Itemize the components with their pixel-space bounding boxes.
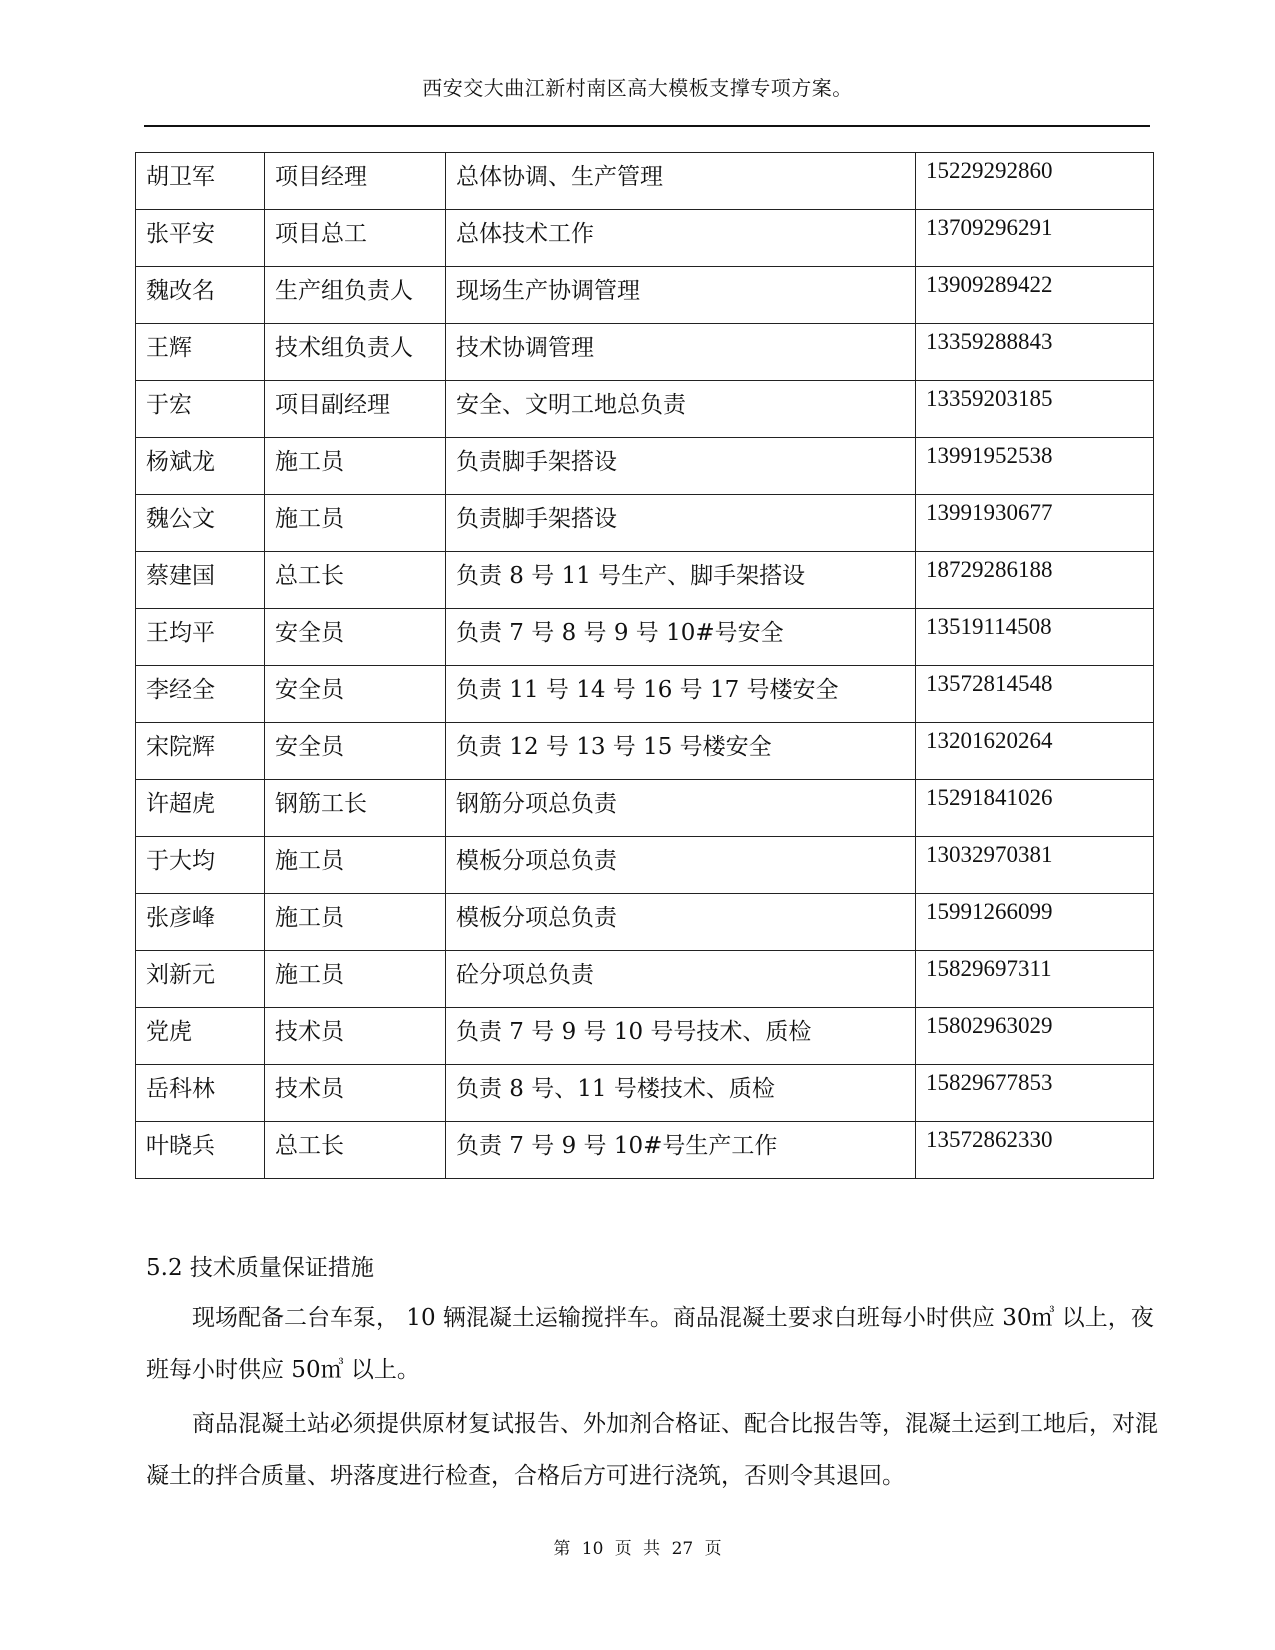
staff-role-cell: 安全员: [265, 723, 446, 780]
staff-name-cell: 于宏: [136, 381, 265, 438]
staff-role-cell: 项目副经理: [265, 381, 446, 438]
staff-name-cell: 宋院辉: [136, 723, 265, 780]
table-row: [136, 210, 1154, 267]
staff-name-cell: 魏公文: [136, 495, 265, 552]
header-divider: [144, 125, 1150, 127]
staff-name-cell: 王辉: [136, 324, 265, 381]
table-row: [136, 1122, 1154, 1179]
staff-duty-cell: 模板分项总负责: [446, 837, 916, 894]
staff-role-cell: 项目总工: [265, 210, 446, 267]
staff-name-cell: 岳科林: [136, 1065, 265, 1122]
staff-duty-cell: 总体协调、生产管理: [446, 153, 916, 210]
table-row: [136, 723, 1154, 780]
table-row: [136, 894, 1154, 951]
staff-name-cell: 张彦峰: [136, 894, 265, 951]
staff-duty-cell: 负责脚手架搭设: [446, 495, 916, 552]
staff-role-cell: 施工员: [265, 837, 446, 894]
staff-name-cell: 李经全: [136, 666, 265, 723]
staff-phone-cell: 18729286188: [916, 552, 1154, 609]
staff-duty-cell: 现场生产协调管理: [446, 267, 916, 324]
staff-phone-cell: 13709296291: [916, 210, 1154, 267]
staff-phone-cell: 13032970381: [916, 837, 1154, 894]
staff-phone-cell: 15991266099: [916, 894, 1154, 951]
paragraph-text: 现场配备二台车泵， 10 辆混凝土运输搅拌车。商品混凝土要求白班每小时供应 30㎥ 以上，夜班每小时供应 50㎥ 以上。: [146, 1305, 1154, 1383]
staff-role-cell: 技术员: [265, 1008, 446, 1065]
staff-phone-cell: 13359288843: [916, 324, 1154, 381]
staff-name-cell: 党虎: [136, 1008, 265, 1065]
staff-phone-cell: 15829677853: [916, 1065, 1154, 1122]
staff-name-cell: 许超虎: [136, 780, 265, 837]
paragraph: [146, 1292, 1160, 1396]
table-row: [136, 951, 1154, 1008]
page-footer: 第 10 页 共 27 页: [553, 1539, 722, 1559]
staff-name-cell: 叶晓兵: [136, 1122, 265, 1179]
staff-duty-cell: 砼分项总负责: [446, 951, 916, 1008]
staff-duty-cell: 负责 11 号 14 号 16 号 17 号楼安全: [446, 666, 916, 723]
staff-name-cell: 杨斌龙: [136, 438, 265, 495]
staff-role-cell: 钢筋工长: [265, 780, 446, 837]
paragraph-text: 商品混凝土站必须提供原材复试报告、外加剂合格证、配合比报告等，混凝土运到工地后，对混凝土的拌合质量、坍落度进行检查，合格后方可进行浇筑，否则令其退回。: [146, 1411, 1158, 1489]
staff-role-cell: 生产组负责人: [265, 267, 446, 324]
staff-phone-cell: 15802963029: [916, 1008, 1154, 1065]
staff-phone-cell: 15829697311: [916, 951, 1154, 1008]
table-row: [136, 267, 1154, 324]
table-row: [136, 438, 1154, 495]
staff-role-cell: 项目经理: [265, 153, 446, 210]
staff-phone-cell: 15291841026: [916, 780, 1154, 837]
table-row: [136, 666, 1154, 723]
table-row: [136, 495, 1154, 552]
staff-phone-cell: 13572862330: [916, 1122, 1154, 1179]
table-row: [136, 552, 1154, 609]
staff-phone-cell: 13519114508: [916, 609, 1154, 666]
page-header-title: 西安交大曲江新村南区高大模板支撑专项方案。: [422, 76, 853, 100]
staff-phone-cell: 13201620264: [916, 723, 1154, 780]
staff-table-body: [136, 153, 1154, 1179]
staff-phone-cell: 13909289422: [916, 267, 1154, 324]
section-heading: 5.2 技术质量保证措施: [146, 1255, 374, 1281]
staff-table: [135, 152, 1154, 1179]
staff-name-cell: 于大均: [136, 837, 265, 894]
staff-duty-cell: 负责 12 号 13 号 15 号楼安全: [446, 723, 916, 780]
staff-duty-cell: 负责脚手架搭设: [446, 438, 916, 495]
table-row: [136, 609, 1154, 666]
staff-role-cell: 施工员: [265, 951, 446, 1008]
staff-role-cell: 施工员: [265, 438, 446, 495]
staff-role-cell: 技术员: [265, 1065, 446, 1122]
table-row: [136, 1065, 1154, 1122]
staff-role-cell: 安全员: [265, 666, 446, 723]
staff-name-cell: 魏改名: [136, 267, 265, 324]
staff-role-cell: 总工长: [265, 552, 446, 609]
staff-name-cell: 刘新元: [136, 951, 265, 1008]
staff-name-cell: 王均平: [136, 609, 265, 666]
staff-duty-cell: 负责 7 号 9 号 10#号生产工作: [446, 1122, 916, 1179]
staff-duty-cell: 安全、文明工地总负责: [446, 381, 916, 438]
table-row: [136, 381, 1154, 438]
staff-phone-cell: 15229292860: [916, 153, 1154, 210]
staff-duty-cell: 负责 7 号 9 号 10 号号技术、质检: [446, 1008, 916, 1065]
staff-role-cell: 安全员: [265, 609, 446, 666]
table-row: [136, 837, 1154, 894]
staff-duty-cell: 模板分项总负责: [446, 894, 916, 951]
staff-duty-cell: 总体技术工作: [446, 210, 916, 267]
staff-role-cell: 总工长: [265, 1122, 446, 1179]
staff-duty-cell: 负责 8 号、11 号楼技术、质检: [446, 1065, 916, 1122]
staff-phone-cell: 13572814548: [916, 666, 1154, 723]
staff-role-cell: 施工员: [265, 894, 446, 951]
staff-name-cell: 胡卫军: [136, 153, 265, 210]
staff-name-cell: 张平安: [136, 210, 265, 267]
staff-duty-cell: 技术协调管理: [446, 324, 916, 381]
table-row: [136, 153, 1154, 210]
staff-phone-cell: 13991930677: [916, 495, 1154, 552]
staff-role-cell: 技术组负责人: [265, 324, 446, 381]
staff-role-cell: 施工员: [265, 495, 446, 552]
table-row: [136, 780, 1154, 837]
staff-phone-cell: 13359203185: [916, 381, 1154, 438]
table-row: [136, 324, 1154, 381]
paragraph: [146, 1398, 1160, 1502]
staff-duty-cell: 负责 8 号 11 号生产、脚手架搭设: [446, 552, 916, 609]
staff-name-cell: 蔡建国: [136, 552, 265, 609]
staff-phone-cell: 13991952538: [916, 438, 1154, 495]
table-row: [136, 1008, 1154, 1065]
staff-duty-cell: 负责 7 号 8 号 9 号 10#号安全: [446, 609, 916, 666]
staff-duty-cell: 钢筋分项总负责: [446, 780, 916, 837]
